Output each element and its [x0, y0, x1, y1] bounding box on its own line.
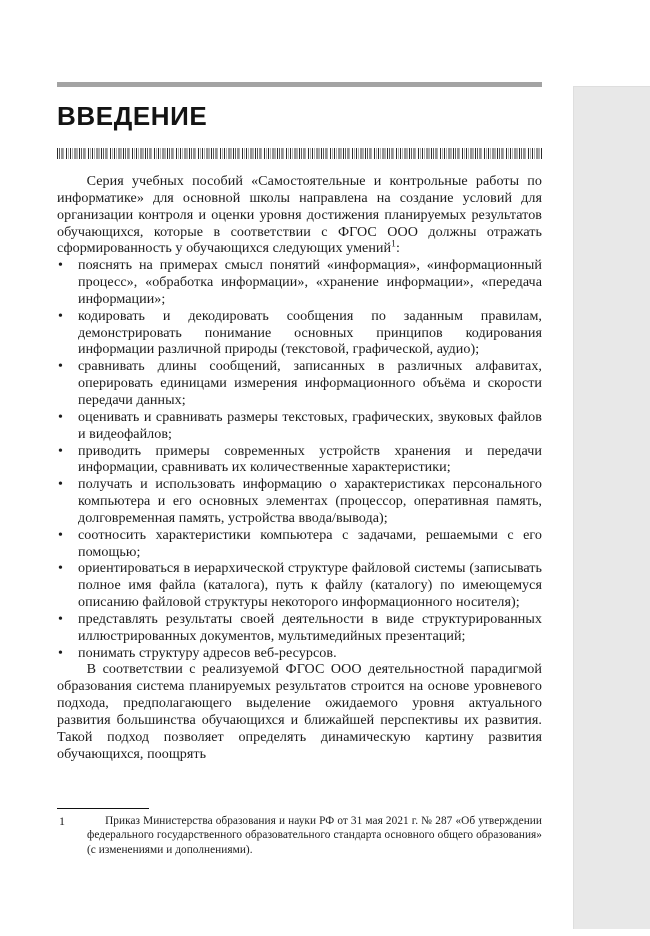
page-content: [57, 0, 542, 936]
closing-paragraph: В соответствии с реализуемой ФГОС ООО деятельностной парадигмой образования система планируемых результатов строится на основе уровневого подхода, предполагающего выделение ожидаемого уровня актуального развития большинства обучающихся и ближайшей перспективы их развития. Такой подход позволяет определять динамическую картину развития обучающихся, поощрять: [57, 661, 542, 762]
list-item: [57, 257, 542, 308]
list-item-text: кодировать и декодировать сообщения по заданным правилам, демонстрировать понимание основных принципов кодирования информации различной природы (текстовой, графической, аудио);: [78, 307, 542, 358]
bullet-icon: •: [58, 560, 63, 577]
footnote-marker: 1: [59, 814, 66, 828]
list-item-text: оценивать и сравнивать размеры текстовых, графических, звуковых файлов и видеофайлов;: [78, 408, 542, 442]
list-item-text: пояснять на примерах смысл понятий «информация», «информационный процесс», «обработка информации», «хранение информации», «передача информации»;: [78, 257, 542, 307]
bullet-icon: •: [58, 408, 63, 425]
list-item-text: соотносить характеристики компьютера с задачами, решаемыми с его помощью;: [78, 526, 542, 560]
page-title: ВВЕДЕНИЕ: [57, 101, 208, 131]
list-item: [57, 527, 542, 561]
intro-paragraph-tail: :: [395, 240, 400, 257]
list-item-text: ориентироваться в иерархической структуре файловой системы (записывать полное имя файла (каталога), путь к файлу (каталогу) по имеющемуся описанию файловой структуры некоторого информационного носителя);: [78, 560, 542, 611]
footnote-body: [57, 814, 542, 857]
body-block: [57, 173, 542, 763]
footnote: [57, 808, 542, 857]
bullet-icon: •: [58, 526, 63, 543]
intro-paragraph-text: Серия учебных пособий «Самостоятельные и контрольные работы по информатике» для основной школы направлена на создание условий для организации контроля и оценки уровня достижения планируемых результатов обучающихся, которые в соответствии с ФГОС ООО должны отражать сформированность у обучающихся следующих умений: [57, 173, 542, 257]
list-item: [57, 358, 542, 409]
list-item-text: получать и использовать информацию о характеристиках персонального компьютера и его основных элементах (процессор, оперативная память, долговременная память, устройства ввода/вывода);: [78, 476, 542, 526]
header-rule: [57, 82, 542, 87]
list-item-text: понимать структуру адресов веб-ресурсов.: [78, 644, 337, 661]
list-item-text: приводить примеры современных устройств хранения и передачи информации, сравнивать их количественные характеристики;: [78, 442, 542, 476]
bullet-icon: •: [58, 358, 63, 375]
list-item: [57, 645, 542, 662]
footnote-separator: [57, 808, 149, 809]
footnote-text: Приказ Министерства образования и науки РФ от 31 мая 2021 г. № 287 «Об утверждении федерального государственного образовательного стандарта основного общего образования» (с изменениями и дополнениями).: [87, 815, 542, 856]
bullet-icon: •: [58, 644, 63, 661]
list-item-text: сравнивать длины сообщений, записанных в различных алфавитах, оперировать единицами измерения информационного объёма и скорости передачи данных;: [78, 358, 542, 408]
list-item: [57, 409, 542, 443]
goals-list: [57, 257, 542, 661]
right-gray-panel: [573, 86, 650, 929]
footnote-reference-marker[interactable]: 1: [391, 239, 396, 250]
bullet-icon: •: [58, 476, 63, 493]
list-item: [57, 560, 542, 611]
bullet-icon: •: [58, 610, 63, 627]
decorative-tick-rule: [57, 148, 542, 159]
list-item: [57, 476, 542, 527]
bullet-icon: •: [58, 442, 63, 459]
list-item-text: представлять результаты своей деятельности в виде структурированных иллюстрированных документов, мультимедийных презентаций;: [78, 610, 542, 644]
list-item: [57, 443, 542, 477]
bullet-icon: •: [58, 257, 63, 274]
intro-paragraph: [57, 173, 542, 257]
list-item: [57, 308, 542, 359]
list-item: [57, 611, 542, 645]
bullet-icon: •: [58, 307, 63, 324]
